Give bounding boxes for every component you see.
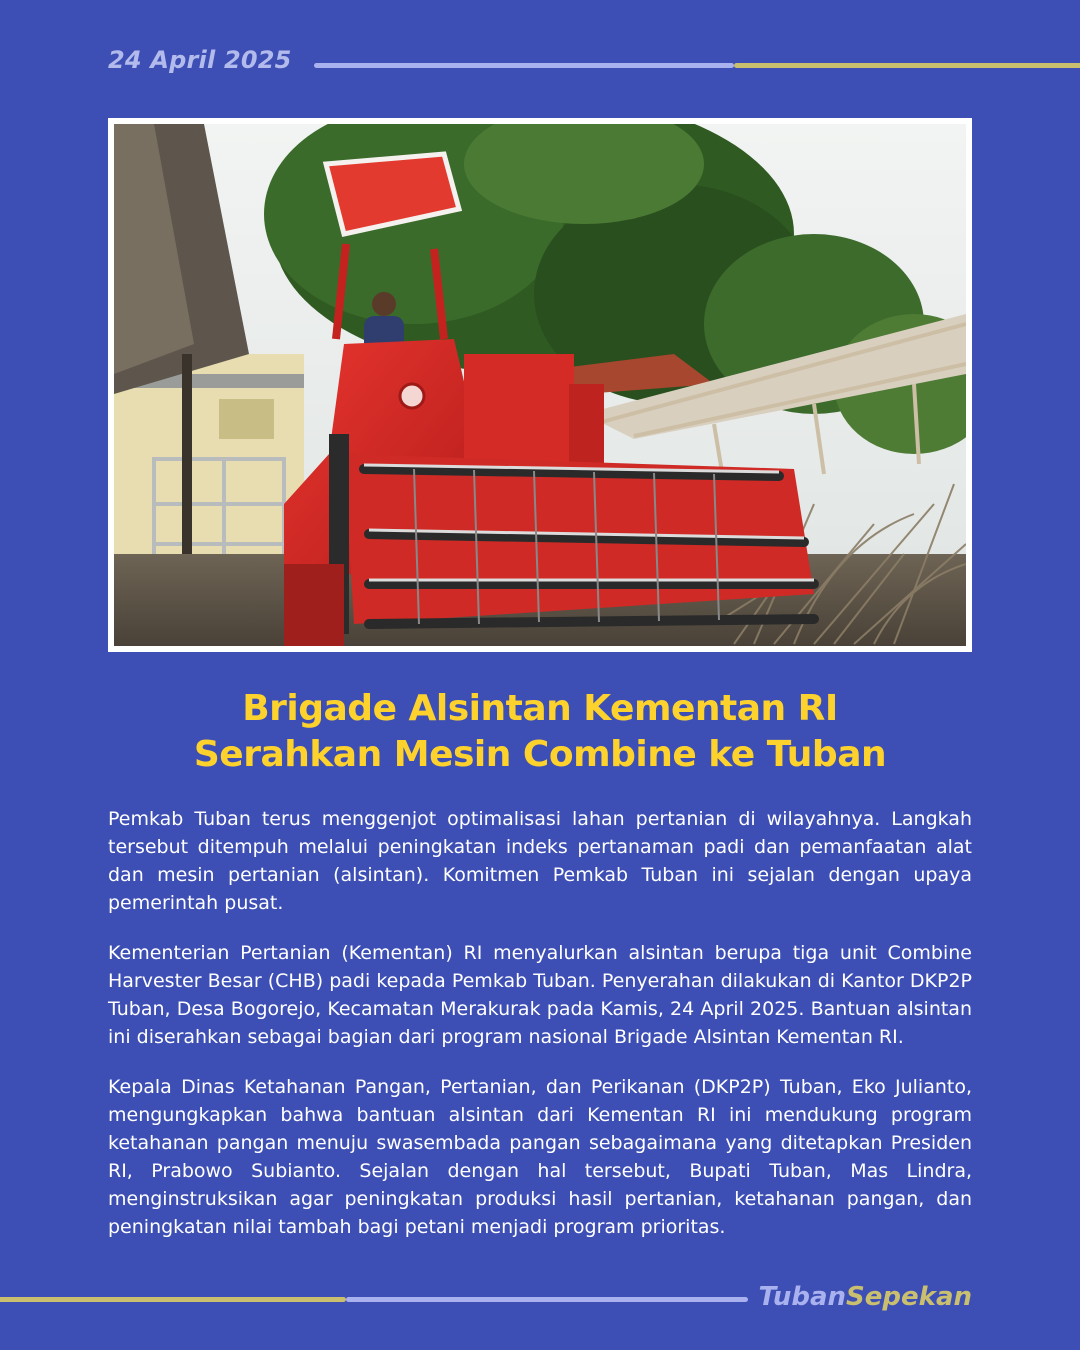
headline-line-1: Brigade Alsintan Kementan RI bbox=[242, 688, 838, 729]
article-headline bbox=[108, 686, 972, 778]
publish-date: 24 April 2025 bbox=[108, 46, 292, 74]
footer-divider-gold bbox=[0, 1297, 346, 1302]
headline-line-2: Serahkan Mesin Combine ke Tuban bbox=[193, 734, 887, 775]
footer-divider-lavender bbox=[346, 1297, 748, 1302]
paragraph: Pemkab Tuban terus menggenjot optimalisasi lahan pertanian di wilayahnya. Langkah tersebut ditempuh melalui peningkatan indeks pertanaman padi dan pemanfaatan alat dan mesin pertanian (alsintan). Komitmen Pemkab Tuban ini sejalan dengan upaya pemerintah pusat. bbox=[108, 808, 972, 914]
brand-logo bbox=[758, 1282, 972, 1312]
header-divider-lavender bbox=[314, 63, 734, 68]
article-body bbox=[108, 805, 972, 1263]
combine-harvester-photo bbox=[114, 124, 966, 646]
header-divider-gold bbox=[734, 63, 1080, 68]
paragraph: Kementerian Pertanian (Kementan) RI menyalurkan alsintan berupa tiga unit Combine Harvester Besar (CHB) padi kepada Pemkab Tuban. Penyerahan dilakukan di Kantor DKP2P Tuban, Desa Bogorejo, Kecamatan Merakurak pada Kamis, 24 April 2025. Bantuan alsintan ini diserahkan sebagai bagian dari program nasional Brigade Alsintan Kementan RI. bbox=[108, 942, 972, 1048]
brand-part-2: Sepekan bbox=[846, 1282, 972, 1312]
brand-part-1: Tuban bbox=[758, 1282, 847, 1312]
paragraph: Kepala Dinas Ketahanan Pangan, Pertanian, dan Perikanan (DKP2P) Tuban, Eko Julianto, mengungkapkan bahwa bantuan alsintan dari Kementan RI ini mendukung program ketahanan pangan menuju swasembada pangan sebagaimana yang ditetapkan Presiden RI, Prabowo Subianto. Sejalan dengan hal tersebut, Bupati Tuban, Mas Lindra, menginstruksikan agar peningkatan produksi hasil pertanian, ketahanan pangan, dan peningkatan nilai tambah bagi petani menjadi program prioritas. bbox=[108, 1076, 972, 1238]
news-photo bbox=[108, 118, 972, 652]
